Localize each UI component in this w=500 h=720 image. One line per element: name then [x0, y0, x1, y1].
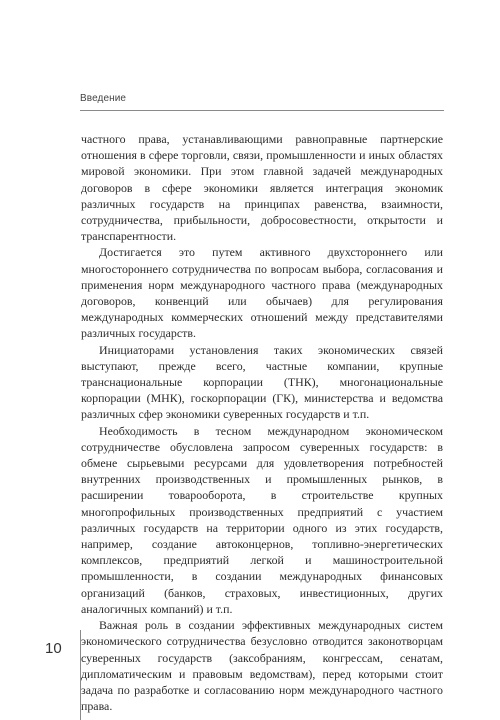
paragraph-3: Инициаторами установления таких экономических связей выступают, прежде всего, частные компании, крупные транснациональные корпорации (ТНК), многонациональные корпорации (МНК), госкорпорации (ГК), министерства и ведомства различных сфер экономики суверенных государств и т.п. — [81, 342, 443, 422]
page-number: 10 — [45, 640, 62, 657]
running-head-title: Введение — [80, 93, 127, 104]
header-divider — [80, 110, 444, 111]
paragraph-1: частного права, устанавливающими равноправные партнерские отношения в сфере торговли, связи, промышленности и иных областях мировой экономики. При этом главной задачей международных договоров в сфере экономики является интеграция экономик различных государств на принципах равенства, взаимности, сотрудничества, прибыльности, добросовестности, открытости и транспарентности. — [81, 132, 443, 244]
paragraph-2: Достигается это путем активного двухстороннего или многостороннего сотрудничества по вопросам выбора, согласования и применения норм международного частного права (международных договоров, конвенций или обычаев) для регулирования международных коммерческих отношений между представителями различных государств. — [81, 245, 443, 341]
main-text — [81, 131, 443, 714]
page-number-divider — [80, 630, 81, 720]
paragraph-5: Важная роль в создании эффективных международных систем экономического сотрудничества безусловно отводится законотворцам суверенных государств (заксобраниям, конгрессам, сенатам, дипломатическим и правовым ведомствам), перед которыми стоит задача по разработке и согласованию норм международного частного права. — [81, 618, 443, 714]
paragraph-4: Необходимость в тесном международном экономическом сотрудничестве обусловлена запросом суверенных государств: в обмене сырьевыми ресурсами для удовлетворения потребностей внутренних производственных и промышленных рынков, в расширении товарооборота, в строительстве крупных многопрофильных производственных предприятий с участием различных государств на территории одного из этих государств, например, создание автоконцернов, топливно-энергетических комплексов, предприятий легкой и машиностроительной промышленности, в создании международных финансовых организаций (банков, страховых, инвестиционных, других аналогичных компаний) и т.п. — [81, 423, 443, 616]
